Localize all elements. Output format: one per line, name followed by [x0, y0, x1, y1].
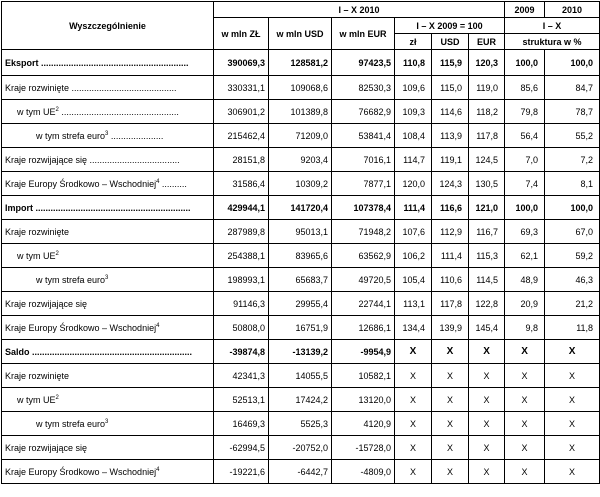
row-label-text: Kraje Europy Środkowo – Wschodniej	[5, 322, 157, 333]
value-usd: 83965,6	[269, 244, 332, 268]
index-pln: 111,4	[395, 196, 432, 220]
table-row	[2, 268, 600, 292]
footnote-marker: 3	[105, 418, 109, 425]
leader-dots: ..........	[159, 178, 187, 189]
leader-dots: .....................	[108, 130, 164, 141]
index-pln: 110,8	[395, 50, 432, 76]
index-eur: X	[469, 388, 505, 412]
value-eur: 82530,3	[332, 76, 395, 100]
index-usd: X	[432, 460, 469, 484]
row-label	[2, 76, 214, 100]
structure-2009: 69,3	[505, 220, 545, 244]
structure-2009: 85,6	[505, 76, 545, 100]
leader-dots: ..............................................................	[33, 202, 191, 213]
col-pln-header: w mln ZŁ	[214, 18, 269, 50]
value-eur: 63562,9	[332, 244, 395, 268]
structure-2010: X	[545, 388, 600, 412]
index-usd: 115,0	[432, 76, 469, 100]
structure-2010: 100,0	[545, 50, 600, 76]
table-row	[2, 196, 600, 220]
structure-2009: 100,0	[505, 196, 545, 220]
index-eur: 120,3	[469, 50, 505, 76]
index-usd: X	[432, 436, 469, 460]
index-eur: X	[469, 340, 505, 364]
structure-2009: 9,8	[505, 316, 545, 340]
index-usd-header: USD	[432, 34, 469, 50]
structure-2010: 78,7	[545, 100, 600, 124]
structure-2009: 62,1	[505, 244, 545, 268]
row-label	[2, 220, 214, 244]
index-pln: 134,4	[395, 316, 432, 340]
value-eur: 7016,1	[332, 148, 395, 172]
row-label	[2, 50, 214, 76]
stub-header: Wyszczególnienie	[2, 2, 214, 50]
index-eur: 124,5	[469, 148, 505, 172]
structure-2009: X	[505, 436, 545, 460]
index-usd: 124,3	[432, 172, 469, 196]
period-main-header: I – X 2010	[214, 2, 505, 18]
structure-2010: X	[545, 460, 600, 484]
value-pln: 429944,1	[214, 196, 269, 220]
row-label-text: w tym strefa euro	[36, 130, 106, 141]
index-eur: 116,7	[469, 220, 505, 244]
row-label-text: Kraje rozwijające się	[5, 298, 88, 309]
structure-2009: 100,0	[505, 50, 545, 76]
value-pln: 16469,3	[214, 412, 269, 436]
row-label	[2, 340, 214, 364]
value-eur: 76682,9	[332, 100, 395, 124]
index-usd: 110,6	[432, 268, 469, 292]
row-label	[2, 460, 214, 484]
structure-2010: 21,2	[545, 292, 600, 316]
col-usd-header: w mln USD	[269, 18, 332, 50]
index-usd: 114,6	[432, 100, 469, 124]
table-row	[2, 388, 600, 412]
leader-dots: ...............................................	[58, 106, 179, 117]
row-label	[2, 388, 214, 412]
footnote-marker: 4	[156, 466, 160, 473]
value-eur: 53841,4	[332, 124, 395, 148]
value-pln: 198993,1	[214, 268, 269, 292]
index-pln: X	[395, 460, 432, 484]
leader-dots: ....................................	[87, 154, 180, 165]
footnote-marker: 2	[55, 250, 59, 257]
index-usd: 112,9	[432, 220, 469, 244]
index-eur: 115,3	[469, 244, 505, 268]
structure-2010: 100,0	[545, 196, 600, 220]
col-eur-header: w mln EUR	[332, 18, 395, 50]
value-eur: 13120,0	[332, 388, 395, 412]
value-pln: 42341,3	[214, 364, 269, 388]
table-row	[2, 436, 600, 460]
value-pln: -19221,6	[214, 460, 269, 484]
index-pln: X	[395, 388, 432, 412]
structure-2009: 48,9	[505, 268, 545, 292]
value-eur: 107378,4	[332, 196, 395, 220]
year-2009-header: 2009	[505, 2, 545, 18]
row-label-text: w tym UE	[17, 250, 56, 261]
value-eur: 97423,5	[332, 50, 395, 76]
footnote-marker: 2	[55, 394, 59, 401]
value-eur: -15728,0	[332, 436, 395, 460]
structure-2010: 84,7	[545, 76, 600, 100]
row-label	[2, 268, 214, 292]
index-pln: 113,1	[395, 292, 432, 316]
index-usd: 117,8	[432, 292, 469, 316]
table-row	[2, 76, 600, 100]
row-label	[2, 196, 214, 220]
row-label-text: Import	[5, 202, 33, 213]
value-usd: 141720,4	[269, 196, 332, 220]
index-usd: X	[432, 364, 469, 388]
value-pln: 287989,8	[214, 220, 269, 244]
value-pln: -62994,5	[214, 436, 269, 460]
table-row	[2, 244, 600, 268]
structure-header: struktura w %	[505, 34, 600, 50]
value-eur: 71948,2	[332, 220, 395, 244]
row-label-text: w tym UE	[17, 394, 56, 405]
structure-2009: X	[505, 388, 545, 412]
value-usd: 9203,4	[269, 148, 332, 172]
footnote-marker: 4	[156, 178, 160, 185]
table-row	[2, 220, 600, 244]
structure-2009: 79,8	[505, 100, 545, 124]
index-usd: X	[432, 388, 469, 412]
index-pln: 120,0	[395, 172, 432, 196]
row-label-text: w tym strefa euro	[36, 418, 106, 429]
footnote-marker: 3	[105, 274, 109, 281]
row-label-text: Kraje Europy Środkowo – Wschodniej	[5, 178, 157, 189]
value-pln: 215462,4	[214, 124, 269, 148]
header-row-1	[2, 2, 600, 18]
index-pln: 107,6	[395, 220, 432, 244]
index-eur: 114,5	[469, 268, 505, 292]
structure-2009: 20,9	[505, 292, 545, 316]
value-usd: 10309,2	[269, 172, 332, 196]
structure-2010: X	[545, 340, 600, 364]
year-2010-header: 2010	[545, 2, 600, 18]
value-usd: 109068,6	[269, 76, 332, 100]
table-row	[2, 316, 600, 340]
value-eur: 4120,9	[332, 412, 395, 436]
structure-2009: X	[505, 412, 545, 436]
table-row	[2, 364, 600, 388]
row-label-text: Kraje Europy Środkowo – Wschodniej	[5, 466, 157, 477]
leader-dots: ..........................................	[69, 82, 177, 93]
structure-2010: 46,3	[545, 268, 600, 292]
index-pln: X	[395, 340, 432, 364]
row-label-text: Kraje rozwinięte	[5, 226, 70, 237]
index-group-header: I – X 2009 = 100	[395, 18, 505, 34]
value-usd: 29955,4	[269, 292, 332, 316]
index-eur: 130,5	[469, 172, 505, 196]
row-label-text: Kraje rozwijające się	[5, 154, 88, 165]
table-row	[2, 340, 600, 364]
index-usd: 113,9	[432, 124, 469, 148]
value-eur: 22744,1	[332, 292, 395, 316]
index-usd: 115,9	[432, 50, 469, 76]
footnote-marker: 4	[156, 322, 160, 329]
row-label-text: Saldo	[5, 346, 30, 357]
trade-statistics-table	[1, 1, 600, 484]
value-usd: 17424,2	[269, 388, 332, 412]
structure-2010: X	[545, 436, 600, 460]
structure-2009: X	[505, 340, 545, 364]
table-row	[2, 172, 600, 196]
index-pln: 109,6	[395, 76, 432, 100]
row-label	[2, 436, 214, 460]
structure-2009: 56,4	[505, 124, 545, 148]
value-eur: 7877,1	[332, 172, 395, 196]
structure-2009: X	[505, 364, 545, 388]
footnote-marker: 3	[105, 130, 109, 137]
value-pln: 306901,2	[214, 100, 269, 124]
index-pln-header: zł	[395, 34, 432, 50]
index-pln: 114,7	[395, 148, 432, 172]
value-pln: 390069,3	[214, 50, 269, 76]
index-eur: X	[469, 436, 505, 460]
value-pln: 91146,3	[214, 292, 269, 316]
structure-2010: X	[545, 412, 600, 436]
value-pln: 254388,1	[214, 244, 269, 268]
leader-dots: ................................................................	[29, 346, 193, 357]
index-pln: X	[395, 364, 432, 388]
table-row	[2, 148, 600, 172]
row-label	[2, 100, 214, 124]
value-usd: 5525,3	[269, 412, 332, 436]
index-usd: 139,9	[432, 316, 469, 340]
structure-2010: 59,2	[545, 244, 600, 268]
row-label-text: Kraje rozwinięte	[5, 82, 70, 93]
index-usd: 111,4	[432, 244, 469, 268]
value-eur: -9954,9	[332, 340, 395, 364]
table-row	[2, 124, 600, 148]
value-eur: 12686,1	[332, 316, 395, 340]
index-eur: X	[469, 460, 505, 484]
value-usd: 16751,9	[269, 316, 332, 340]
period-right-header: I – X	[505, 18, 600, 34]
index-usd: 119,1	[432, 148, 469, 172]
value-usd: -6442,7	[269, 460, 332, 484]
value-eur: 49720,5	[332, 268, 395, 292]
index-eur: 122,8	[469, 292, 505, 316]
value-usd: 128581,2	[269, 50, 332, 76]
value-eur: -4809,0	[332, 460, 395, 484]
footnote-marker: 2	[55, 106, 59, 113]
index-usd: X	[432, 340, 469, 364]
index-eur-header: EUR	[469, 34, 505, 50]
index-pln: 109,3	[395, 100, 432, 124]
index-pln: 106,2	[395, 244, 432, 268]
row-label-text: Eksport	[5, 57, 39, 68]
value-usd: 65683,7	[269, 268, 332, 292]
structure-2010: 55,2	[545, 124, 600, 148]
index-eur: 145,4	[469, 316, 505, 340]
value-pln: 50808,0	[214, 316, 269, 340]
index-pln: 105,4	[395, 268, 432, 292]
index-eur: X	[469, 412, 505, 436]
value-eur: 10582,1	[332, 364, 395, 388]
value-pln: 52513,1	[214, 388, 269, 412]
table-row	[2, 460, 600, 484]
structure-2010: 11,8	[545, 316, 600, 340]
row-label-text: Kraje rozwinięte	[5, 370, 70, 381]
row-label	[2, 316, 214, 340]
structure-2009: 7,4	[505, 172, 545, 196]
row-label	[2, 244, 214, 268]
index-eur: 121,0	[469, 196, 505, 220]
table-row	[2, 100, 600, 124]
index-eur: 119,0	[469, 76, 505, 100]
leader-dots: ...........................................................	[38, 57, 189, 68]
structure-2010: 8,1	[545, 172, 600, 196]
value-pln: 28151,8	[214, 148, 269, 172]
row-label	[2, 412, 214, 436]
row-label	[2, 148, 214, 172]
row-label-text: w tym strefa euro	[36, 274, 106, 285]
structure-2010: X	[545, 364, 600, 388]
index-usd: 116,6	[432, 196, 469, 220]
index-pln: X	[395, 436, 432, 460]
value-pln: 330331,1	[214, 76, 269, 100]
index-usd: X	[432, 412, 469, 436]
row-label	[2, 292, 214, 316]
value-usd: 71209,0	[269, 124, 332, 148]
table-row	[2, 412, 600, 436]
index-eur: 117,8	[469, 124, 505, 148]
structure-2010: 67,0	[545, 220, 600, 244]
value-usd: 14055,5	[269, 364, 332, 388]
index-eur: 118,2	[469, 100, 505, 124]
structure-2009: 7,0	[505, 148, 545, 172]
structure-2009: X	[505, 460, 545, 484]
row-label	[2, 124, 214, 148]
index-eur: X	[469, 364, 505, 388]
value-usd: -20752,0	[269, 436, 332, 460]
value-usd: -13139,2	[269, 340, 332, 364]
value-usd: 101389,8	[269, 100, 332, 124]
row-label	[2, 364, 214, 388]
row-label-text: w tym UE	[17, 106, 56, 117]
row-label	[2, 172, 214, 196]
value-pln: 31586,4	[214, 172, 269, 196]
table-row	[2, 50, 600, 76]
row-label-text: Kraje rozwijające się	[5, 442, 88, 453]
index-pln: 108,4	[395, 124, 432, 148]
value-pln: -39874,8	[214, 340, 269, 364]
structure-2010: 7,2	[545, 148, 600, 172]
index-pln: X	[395, 412, 432, 436]
table-row	[2, 292, 600, 316]
value-usd: 95013,1	[269, 220, 332, 244]
